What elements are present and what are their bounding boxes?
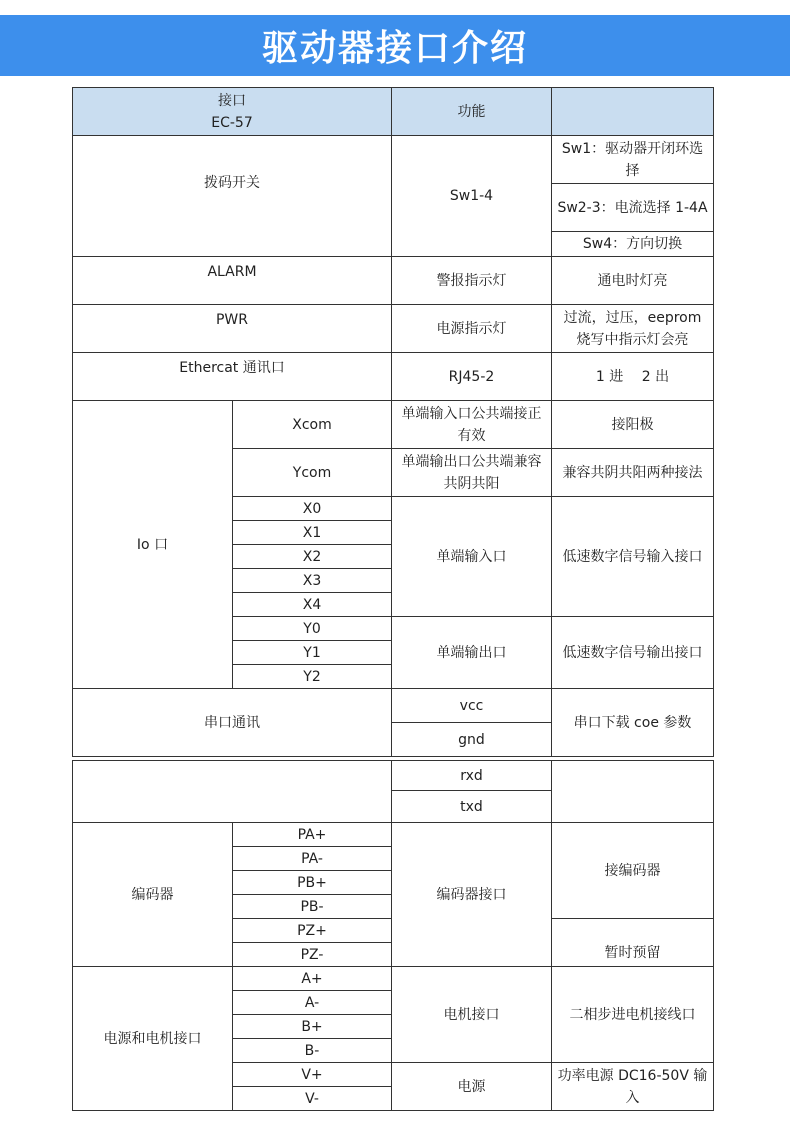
motor-pin-a-plus: A+ — [233, 967, 392, 991]
serial-pin-rxd: rxd — [392, 761, 552, 791]
interface-table-part1 — [72, 87, 714, 757]
serial-name: 串口通讯 — [73, 689, 392, 757]
table-row — [73, 401, 714, 449]
io-xcom-note: 接阳极 — [552, 401, 714, 449]
pwr-name: PWR — [73, 305, 392, 353]
io-ycom-note: 兼容共阴共阳两种接法 — [552, 449, 714, 497]
header-interface-cell — [73, 88, 392, 136]
io-pin-y2: Y2 — [233, 665, 392, 689]
table-row — [73, 136, 714, 184]
header-model: EC-57 — [211, 114, 253, 131]
table-row — [73, 823, 714, 847]
encoder-function: 编码器接口 — [392, 823, 552, 967]
io-input-note: 低速数字信号输入接口 — [552, 497, 714, 617]
motor-pin-b-plus: B+ — [233, 1015, 392, 1039]
motor-pin-a-minus: A- — [233, 991, 392, 1015]
serial-cont-note — [552, 761, 714, 823]
io-pin-y1: Y1 — [233, 641, 392, 665]
table-row — [73, 305, 714, 353]
title-banner — [0, 15, 790, 76]
pwr-note: 过流，过压，eeprom 烧写中指示灯会亮 — [552, 305, 714, 353]
io-pin-x1: X1 — [233, 521, 392, 545]
serial-cont-name — [73, 761, 392, 823]
ethercat-name: Ethercat 通讯口 — [73, 353, 392, 401]
interface-table-part2 — [72, 760, 714, 1111]
io-pin-y0: Y0 — [233, 617, 392, 641]
io-pin-x3: X3 — [233, 569, 392, 593]
io-pin-xcom: Xcom — [233, 401, 392, 449]
dip-switch-function: Sw1-4 — [392, 136, 552, 257]
io-pin-x0: X0 — [233, 497, 392, 521]
serial-note: 串口下载 coe 参数 — [552, 689, 714, 757]
io-input-function: 单端输入口 — [392, 497, 552, 617]
encoder-pin-pa-minus: PA- — [233, 847, 392, 871]
dip-switch-name: 拨码开关 — [73, 136, 392, 257]
io-pin-x2: X2 — [233, 545, 392, 569]
encoder-pin-pa-plus: PA+ — [233, 823, 392, 847]
encoder-note-reserved: 暂时预留 — [552, 919, 714, 967]
pwr-function: 电源指示灯 — [392, 305, 552, 353]
io-name: Io 口 — [73, 401, 233, 689]
motor-note: 二相步进电机接线口 — [552, 967, 714, 1063]
dip-note-sw1: Sw1：驱动器开闭环选择 — [552, 136, 714, 184]
dip-note-sw2-3: Sw2-3：电流选择 1-4A — [552, 184, 714, 232]
power-pin-v-minus: V- — [233, 1087, 392, 1111]
encoder-pin-pz-plus: PZ+ — [233, 919, 392, 943]
motor-pin-b-minus: B- — [233, 1039, 392, 1063]
table-row — [73, 353, 714, 401]
dip-note-sw4: Sw4：方向切换 — [552, 232, 714, 257]
header-function: 功能 — [392, 88, 552, 136]
encoder-pin-pz-minus: PZ- — [233, 943, 392, 967]
io-pin-x4: X4 — [233, 593, 392, 617]
power-pin-v-plus: V+ — [233, 1063, 392, 1087]
motor-function: 电机接口 — [392, 967, 552, 1063]
io-output-note: 低速数字信号输出接口 — [552, 617, 714, 689]
power-function: 电源 — [392, 1063, 552, 1111]
header-note — [552, 88, 714, 136]
alarm-name: ALARM — [73, 257, 392, 305]
table-row — [73, 761, 714, 791]
encoder-pin-pb-plus: PB+ — [233, 871, 392, 895]
page-title: 驱动器接口介绍 — [261, 28, 528, 69]
alarm-function: 警报指示灯 — [392, 257, 552, 305]
alarm-note: 通电时灯亮 — [552, 257, 714, 305]
io-xcom-function: 单端输入口公共端接正有效 — [392, 401, 552, 449]
table-header-row — [73, 88, 714, 136]
encoder-pin-pb-minus: PB- — [233, 895, 392, 919]
serial-pin-txd: txd — [392, 791, 552, 823]
ethercat-function: RJ45-2 — [392, 353, 552, 401]
encoder-name: 编码器 — [73, 823, 233, 967]
table-row — [73, 967, 714, 991]
table-row — [73, 257, 714, 305]
table-row — [73, 689, 714, 723]
power-motor-name: 电源和电机接口 — [73, 967, 233, 1111]
io-ycom-function: 单端输出口公共端兼容共阴共阳 — [392, 449, 552, 497]
power-note: 功率电源 DC16-50V 输入 — [552, 1063, 714, 1111]
ethercat-note: 1 进 2 出 — [552, 353, 714, 401]
header-interface: 接口 — [218, 92, 246, 109]
serial-pin-gnd: gnd — [392, 723, 552, 757]
io-output-function: 单端输出口 — [392, 617, 552, 689]
serial-pin-vcc: vcc — [392, 689, 552, 723]
encoder-note-connect: 接编码器 — [552, 823, 714, 919]
io-pin-ycom: Ycom — [233, 449, 392, 497]
